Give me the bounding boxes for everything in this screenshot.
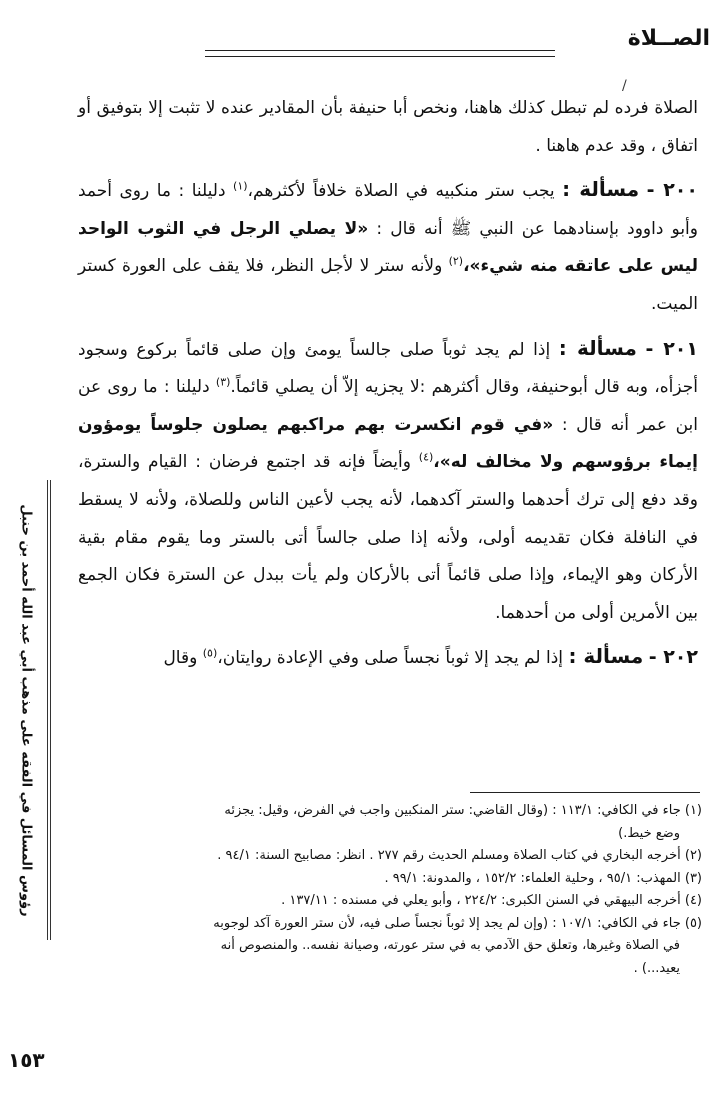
issue-200-text-b: دليلنا : ما روى أحمد وأبو داوود بإسنادهما عن النبي ﷺ أنه قال :: [78, 181, 698, 239]
intro-paragraph: [78, 90, 698, 165]
footnote-ref-4: (٤): [418, 450, 434, 464]
side-rule: [47, 480, 48, 940]
intro-line-1: الصلاة فرده لم تبطل كذلك هاهنا، ونخص أبا حنيفة بأن المقادير عنده لا: [205, 98, 699, 118]
issue-201-text-b: دليلنا : ما روى عن ابن عمر أنه قال :: [78, 377, 698, 435]
footnote-1: (١) جاء في الكافي: ١١٣/١ : (وقال القاضي: ستر المنكبين واجب في الفرض، وقيل: يجزئه: [224, 803, 702, 818]
header-rule: [205, 50, 555, 57]
running-header-title: الصــلاة: [627, 26, 710, 51]
issue-202-number: ٢٠٢ -: [648, 646, 698, 669]
footnote-ref-1: (١): [233, 179, 248, 193]
footnote-3: (٣) المهذب: ٩٥/١ ، وحلية العلماء: ١٥٢/٢ ، والمدونة: ٩٩/١ .: [384, 870, 702, 886]
issue-200-number: ٢٠٠ -: [646, 179, 698, 202]
issue-201-number: ٢٠١ -: [645, 337, 698, 360]
footnotes: [90, 800, 702, 980]
footnote-5: (٥) جاء في الكافي: ١٠٧/١ : (وإن لم يجد إلا ثوباً نجساً صلى فيه، لأن ستر العورة آكد لوجوبه: [213, 915, 702, 931]
footnote-4: (٤) أخرجه البيهقي في السنن الكبرى: ٢٢٤/٢ ، وأبو يعلي في مسنده : ١٣٧/١١ .: [281, 893, 702, 908]
footnote-ref-2: (٢): [448, 254, 464, 268]
side-rule-inner: [50, 480, 51, 940]
footnote-5-continued-1: في الصلاة وغيرها، وتعلق حق الآدمي به في ستر عورته، وصيانة نفسه.. والمنصوص أنه: [220, 938, 680, 953]
page-number: ١٥٣: [8, 1048, 45, 1072]
issue-201-athar-quote: «في قوم انكسرت بهم مراكبهم يصلون جلوساً يومؤون إيماء برؤوسهم ولا مخالف له»،: [78, 414, 698, 473]
footnote-2: (٢) أخرجه البخاري في كتاب الصلاة ومسلم الحديث رقم ٢٧٧ . انظر: مصابيح السنة: ٩٤/١ .: [217, 848, 702, 863]
issue-201-text-c: وأيضاً فإنه قد اجتمع فرضان : القيام والسترة، وقد دفع إلى ترك أحدهما والستر آكدهما، لأنه يجب لأعين الناس وللصلاة، ولأنه لا يسقط في النافلة فكان تقديمه أولى، ولأنه إذا صلى جالساً أتى بالستر وما يقوم مقام بقية الأركان وهو الإيماء، وإذا صلى قائماً أتى بالأركان ولم يأت ببدل عن السترة فكان الجمع بين الأمرين أولى من أحدهما.: [78, 452, 698, 623]
side-book-title: [6, 503, 46, 917]
issue-200-hadith-quote: «لا يصلي الرجل في الثوب الواحد ليس على عاتقه منه شيء»،: [78, 218, 698, 277]
issue-200-label: مسألة :: [562, 177, 640, 202]
footnote-separator: [470, 792, 700, 793]
footnote-ref-5: (٥): [202, 646, 218, 660]
issue-200-paragraph: [78, 171, 698, 323]
issue-202-label: مسألة :: [568, 644, 644, 669]
issue-200-text-c: ولأنه ستر لا لأجل النظر، فلا يقف على العورة كستر الميت.: [78, 256, 698, 314]
tick-mark: /: [622, 78, 627, 94]
issue-201-paragraph: [78, 330, 698, 633]
issue-201-label: مسألة :: [558, 335, 637, 360]
footnote-5-continued-2: يعيد...) .: [633, 960, 680, 976]
footnote-1-continued: وضع خيط.): [618, 825, 680, 841]
main-text: [78, 90, 698, 678]
issue-202-paragraph: [78, 638, 698, 678]
intro-line-2: تثبت إلا بتوفيق أو اتفاق ، وقد عدم هاهنا .: [78, 98, 698, 156]
issue-202-text-a: إذا لم يجد إلا ثوباً نجساً صلى وفي الإعادة روايتان،: [217, 648, 564, 669]
issue-201-text-a: إذا لم يجد ثوباً صلى جالساً يومئ وإن صلى قائماً بركوع وسجود أجزأه، وبه قال أبوحنيفة، وقال أكثرهم :لا يجزيه إلاّ أن يصلي قائماً.: [78, 339, 698, 398]
side-book-title-text: رؤوس المسائل في الفقه على مذهب أبي عبد الله أحمد بن حنبل: [18, 503, 34, 917]
issue-202-text-b: وقال: [163, 648, 203, 669]
issue-200-text-a: يجب ستر منكبيه في الصلاة خلافاً لأكثرهم،: [247, 181, 555, 202]
footnote-ref-3: (٣): [215, 375, 231, 389]
